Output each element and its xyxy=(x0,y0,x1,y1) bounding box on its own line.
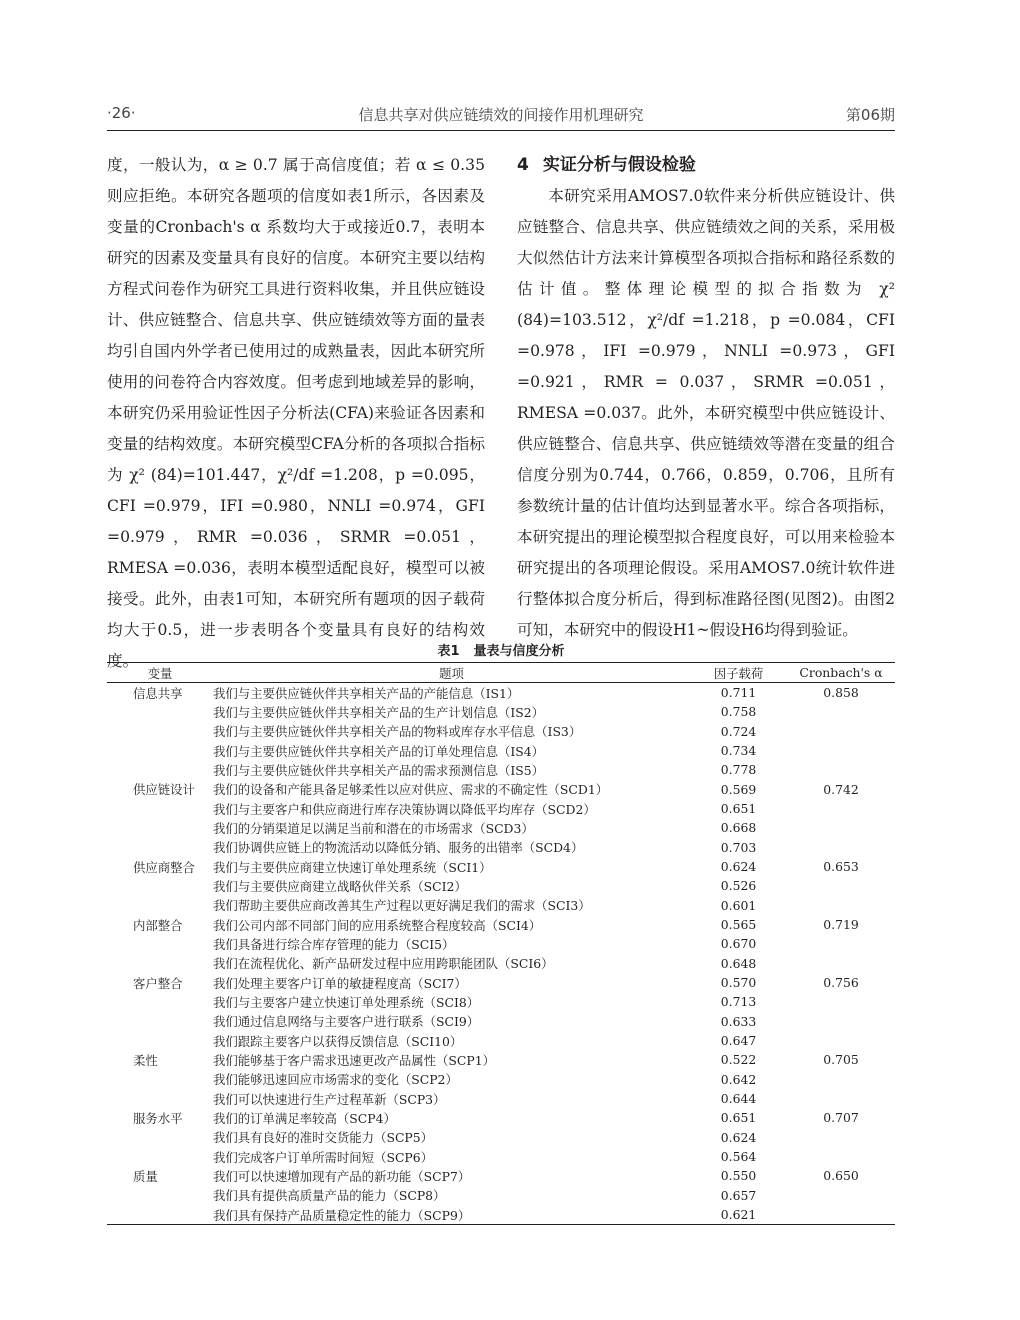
cell-factor-loading: 0.550 xyxy=(720,1168,757,1184)
cell-cronbach-alpha xyxy=(787,838,895,857)
cell-cronbach-alpha xyxy=(787,1070,895,1089)
cell-factor-loading: 0.651 xyxy=(720,1110,757,1126)
table-row xyxy=(107,1128,895,1147)
body-paragraph: 度，一般认为，α ≥ 0.7 属于高信度值；若 α ≤ 0.35 则应拒绝。本研究各题项的信度如表1所示，各因素及变量的Cronbach's α 系数均大于或接近0.7，表明本研究的因素及变量具有良好的信度。本研究主要以结构方程式问卷作为研究工具进行资料收集，并且供应链设计、供应链整合、信息共享、供应链绩效等方面的量表均引自国内外学者已使用过的成熟量表，因此本研究所使用的问卷符合内容效度。但考虑到地域差异的影响，本研究仍采用验证性因子分析法(CFA)来验证各因素和变量的结构效度。本研究模型CFA分析的各项拟合指标为 χ² (84)=101.447，χ²/df =1.208，p =0.095，CFI =0.979，IFI =0.980，NNLI =0.974，GFI =0.979，RMR =0.036，SRMR =0.051，RMESA =0.036，表明本模型适配良好，模型可以被接受。此外，由表1可知，本研究所有题项的因子载荷均大于0.5，进一步表明各个变量具有良好的结构效度。 xyxy=(107,156,485,670)
cell-item: 我们与主要客户建立快速订单处理系统（SCI8） xyxy=(213,994,480,1010)
table-row xyxy=(107,1070,895,1089)
cell-cronbach-alpha xyxy=(787,1031,895,1050)
cell-factor-loading: 0.601 xyxy=(720,897,757,913)
cell-variable xyxy=(107,1205,213,1225)
section-heading xyxy=(517,150,895,181)
cell-factor-loading: 0.526 xyxy=(720,878,757,894)
cell-item: 我们与主要供应链伙伴共享相关产品的订单处理信息（IS4） xyxy=(213,743,545,759)
cell-factor-loading: 0.668 xyxy=(720,820,757,836)
cell-variable xyxy=(107,992,213,1011)
cell-cronbach-alpha xyxy=(787,1147,895,1166)
column-header-factor-loading: 因子载荷 xyxy=(690,663,787,683)
running-header xyxy=(107,104,895,128)
cell-item: 我们与主要供应链伙伴共享相关产品的产能信息（IS1） xyxy=(213,685,520,701)
table-row xyxy=(107,1050,895,1069)
cell-item: 我们处理主要客户订单的敏捷程度高（SCI7） xyxy=(213,975,467,991)
table-row xyxy=(107,973,895,992)
cell-factor-loading: 0.647 xyxy=(720,1033,757,1049)
cell-cronbach-alpha xyxy=(787,741,895,760)
cell-variable: 内部整合 xyxy=(133,917,183,933)
table-row xyxy=(107,683,895,703)
table-body xyxy=(107,683,895,1225)
table-row xyxy=(107,934,895,953)
table-row xyxy=(107,954,895,973)
cell-item: 我们的分销渠道足以满足当前和潜在的市场需求（SCD3） xyxy=(213,820,534,836)
cell-item: 我们与主要供应链伙伴共享相关产品的生产计划信息（IS2） xyxy=(213,704,545,720)
section-title: 实证分析与假设检验 xyxy=(542,155,696,175)
table-row xyxy=(107,722,895,741)
cell-cronbach-alpha: 0.707 xyxy=(823,1110,859,1126)
cell-item: 我们具备进行综合库存管理的能力（SCI5） xyxy=(213,936,455,952)
cell-cronbach-alpha xyxy=(787,1128,895,1147)
cell-item: 我们与主要供应链伙伴共享相关产品的需求预测信息（IS5） xyxy=(213,762,545,778)
cell-cronbach-alpha: 0.705 xyxy=(823,1052,859,1068)
cell-cronbach-alpha: 0.650 xyxy=(823,1168,859,1184)
cell-factor-loading: 0.648 xyxy=(720,955,757,971)
table-row xyxy=(107,741,895,760)
table-row xyxy=(107,1166,895,1185)
cell-item: 我们跟踪主要客户以获得反馈信息（SCI10） xyxy=(213,1033,463,1049)
cell-variable xyxy=(107,896,213,915)
cell-cronbach-alpha xyxy=(787,992,895,1011)
body-paragraph: 本研究采用AMOS7.0软件来分析供应链设计、供应链整合、信息共享、供应链绩效之间的关系，采用极大似然估计方法来计算模型各项拟合指标和路径系数的估计值。整体理论模型的拟合指数为 χ² (84)=103.512，χ²/df =1.218，p =0.084，CFI =0.978，IFI =0.979，NNLI =0.973，GFI =0.921，RMR = 0.037，SRMR =0.051，RMESA =0.037。此外，本研究模型中供应链设计、供应链整合、信息共享、供应链绩效等潜在变量的组合信度分别为0.744，0.766，0.859，0.706，且所有参数统计量的估计值均达到显著水平。综合各项指标，本研究提出的理论模型拟合程度良好，可以用来检验本研究提出的各项理论假设。采用AMOS7.0统计软件进行整体拟合度分析后，得到标准路径图(见图2)。由图2可知，本研究中的假设H1~假设H6均得到验证。 xyxy=(517,187,895,639)
cell-item: 我们完成客户订单所需时间短（SCP6） xyxy=(213,1149,434,1165)
cell-variable xyxy=(107,1012,213,1031)
table-row xyxy=(107,1205,895,1225)
cell-variable: 质量 xyxy=(133,1168,158,1184)
cell-variable xyxy=(107,954,213,973)
cell-factor-loading: 0.724 xyxy=(720,723,757,739)
table-row xyxy=(107,1186,895,1205)
cell-variable xyxy=(107,1031,213,1050)
cell-cronbach-alpha xyxy=(787,702,895,721)
cell-factor-loading: 0.711 xyxy=(720,685,757,701)
cell-variable xyxy=(107,760,213,779)
cell-factor-loading: 0.624 xyxy=(720,859,757,875)
cell-item: 我们的订单满足率较高（SCP4） xyxy=(213,1110,396,1126)
cell-factor-loading: 0.569 xyxy=(720,781,757,797)
cell-cronbach-alpha xyxy=(787,760,895,779)
cell-item: 我们公司内部不同部门间的应用系统整合程度较高（SCI4） xyxy=(213,917,542,933)
cell-factor-loading: 0.644 xyxy=(720,1091,757,1107)
cell-cronbach-alpha: 0.858 xyxy=(823,685,859,701)
table-row xyxy=(107,992,895,1011)
table-row xyxy=(107,896,895,915)
table-row xyxy=(107,1031,895,1050)
cell-variable: 供应链设计 xyxy=(133,782,195,798)
cell-variable: 服务水平 xyxy=(133,1110,183,1126)
cell-variable xyxy=(107,876,213,895)
table-row xyxy=(107,799,895,818)
cell-factor-loading: 0.621 xyxy=(690,1205,787,1225)
left-column xyxy=(107,150,485,677)
cell-item: 我们与主要供应商建立战略伙伴关系（SCI2） xyxy=(213,878,467,894)
table-row xyxy=(107,1012,895,1031)
journal-article-title: 信息共享对供应链绩效的间接作用机理研究 xyxy=(358,106,644,124)
cell-item: 我们与主要供应链伙伴共享相关产品的物料或库存水平信息（IS3） xyxy=(213,724,582,740)
cell-factor-loading: 0.670 xyxy=(720,936,757,952)
cell-cronbach-alpha xyxy=(787,722,895,741)
cell-factor-loading: 0.633 xyxy=(720,1013,757,1029)
cell-variable: 供应商整合 xyxy=(133,859,195,875)
cell-cronbach-alpha xyxy=(787,934,895,953)
column-header-cronbach-alpha: Cronbach's α xyxy=(787,663,895,683)
section-number: 4 xyxy=(517,155,529,175)
cell-factor-loading: 0.778 xyxy=(720,762,757,778)
scale-reliability-table xyxy=(107,662,895,1225)
column-header-variable: 变量 xyxy=(107,663,213,683)
page-number: ·26· xyxy=(107,104,136,122)
cell-item: 我们能够基于客户需求迅速更改产品属性（SCP1） xyxy=(213,1052,496,1068)
cell-item: 我们帮助主要供应商改善其生产过程以更好满足我们的需求（SCI3） xyxy=(213,898,591,914)
cell-variable xyxy=(107,1070,213,1089)
table-caption xyxy=(107,640,895,659)
cell-item: 我们具有保持产品质量稳定性的能力（SCP9） xyxy=(213,1205,690,1225)
cell-factor-loading: 0.703 xyxy=(720,839,757,855)
table-number: 表1 xyxy=(437,644,460,659)
table-row xyxy=(107,838,895,857)
cell-variable xyxy=(107,1128,213,1147)
cell-factor-loading: 0.564 xyxy=(720,1149,757,1165)
table-title: 量表与信度分析 xyxy=(473,644,565,659)
cell-cronbach-alpha xyxy=(787,1205,895,1225)
cell-variable xyxy=(107,1186,213,1205)
issue-number: 第06期 xyxy=(845,106,895,124)
table-row xyxy=(107,760,895,779)
table-row xyxy=(107,857,895,876)
cell-factor-loading: 0.758 xyxy=(720,704,757,720)
cell-factor-loading: 0.565 xyxy=(720,917,757,933)
cell-item: 我们能够迅速回应市场需求的变化（SCP2） xyxy=(213,1072,458,1088)
cell-variable: 信息共享 xyxy=(133,685,183,701)
cell-variable xyxy=(107,799,213,818)
cell-factor-loading: 0.657 xyxy=(720,1187,757,1203)
cell-cronbach-alpha xyxy=(787,896,895,915)
cell-cronbach-alpha: 0.742 xyxy=(823,781,859,797)
cell-factor-loading: 0.570 xyxy=(720,975,757,991)
cell-variable xyxy=(107,702,213,721)
header-rule xyxy=(107,130,895,131)
cell-variable xyxy=(107,1147,213,1166)
table-row xyxy=(107,818,895,837)
cell-cronbach-alpha xyxy=(787,1089,895,1108)
cell-factor-loading: 0.734 xyxy=(720,743,757,759)
cell-factor-loading: 0.642 xyxy=(720,1071,757,1087)
cell-item: 我们通过信息网络与主要客户进行联系（SCI9） xyxy=(213,1014,480,1030)
cell-item: 我们在流程优化、新产品研发过程中应用跨职能团队（SCI6） xyxy=(213,956,554,972)
table-row xyxy=(107,1108,895,1127)
cell-cronbach-alpha xyxy=(787,954,895,973)
right-column xyxy=(517,150,895,646)
cell-factor-loading: 0.522 xyxy=(720,1052,757,1068)
cell-cronbach-alpha xyxy=(787,799,895,818)
cell-variable: 客户整合 xyxy=(133,975,183,991)
cell-cronbach-alpha xyxy=(787,1186,895,1205)
cell-cronbach-alpha xyxy=(787,876,895,895)
cell-item: 我们可以快速增加现有产品的新功能（SCP7） xyxy=(213,1168,471,1184)
table-row xyxy=(107,876,895,895)
cell-factor-loading: 0.624 xyxy=(720,1129,757,1145)
table-row xyxy=(107,1089,895,1108)
cell-variable xyxy=(107,934,213,953)
cell-factor-loading: 0.651 xyxy=(720,801,757,817)
cell-item: 我们协调供应链上的物流活动以降低分销、服务的出错率（SCD4） xyxy=(213,840,584,856)
cell-cronbach-alpha: 0.719 xyxy=(823,917,859,933)
cell-item: 我们的设备和产能具备足够柔性以应对供应、需求的不确定性（SCD1） xyxy=(213,782,609,798)
table-row xyxy=(107,780,895,799)
table-row xyxy=(107,915,895,934)
column-header-item: 题项 xyxy=(213,663,690,683)
table-row xyxy=(107,702,895,721)
cell-cronbach-alpha xyxy=(787,1012,895,1031)
cell-item: 我们与主要供应商建立快速订单处理系统（SCI1） xyxy=(213,859,492,875)
cell-variable xyxy=(107,838,213,857)
cell-cronbach-alpha xyxy=(787,818,895,837)
cell-item: 我们与主要客户和供应商进行库存决策协调以降低平均库存（SCD2） xyxy=(213,801,596,817)
cell-variable: 柔性 xyxy=(133,1052,158,1068)
cell-variable xyxy=(107,722,213,741)
table-row xyxy=(107,1147,895,1166)
cell-variable xyxy=(107,741,213,760)
cell-cronbach-alpha: 0.653 xyxy=(823,859,859,875)
cell-variable xyxy=(107,1089,213,1108)
cell-variable xyxy=(107,818,213,837)
cell-item: 我们具有提供高质量产品的能力（SCP8） xyxy=(213,1188,446,1204)
cell-item: 我们具有良好的准时交货能力（SCP5） xyxy=(213,1130,434,1146)
cell-factor-loading: 0.713 xyxy=(720,994,757,1010)
cell-item: 我们可以快速进行生产过程革新（SCP3） xyxy=(213,1091,446,1107)
table-header-row xyxy=(107,663,895,683)
cell-cronbach-alpha: 0.756 xyxy=(823,975,859,991)
